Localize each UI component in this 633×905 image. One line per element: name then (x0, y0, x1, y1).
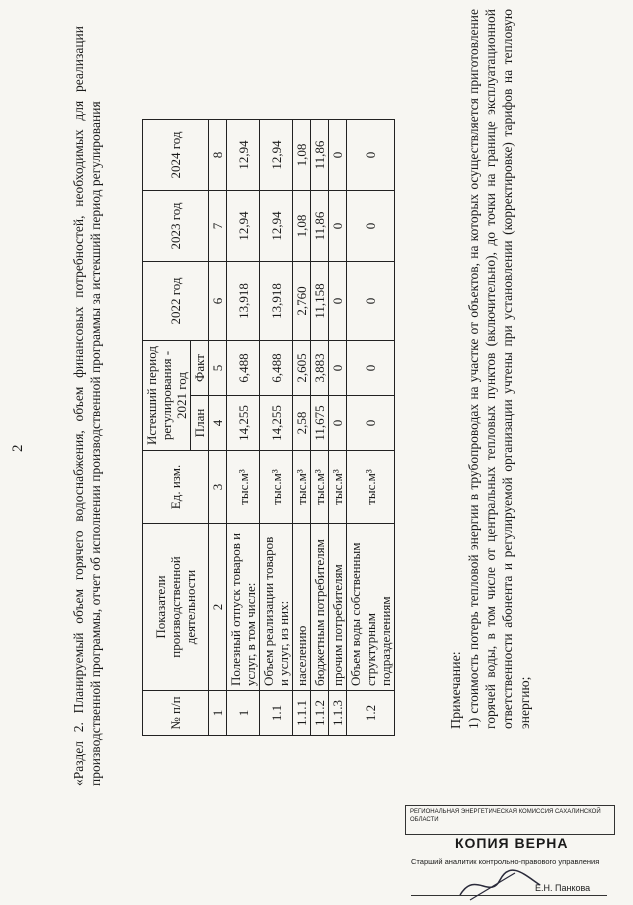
row-2022: 0 (347, 262, 395, 341)
row-2023: 0 (347, 191, 395, 262)
row-unit: тыс.м³ (260, 451, 293, 524)
col-number: 4 (209, 396, 227, 451)
row-2023: 11,86 (311, 191, 329, 262)
note-title: Примечание: (449, 651, 464, 729)
row-name: бюджетным потребителям (311, 524, 329, 691)
row-no: 1.1 (260, 691, 293, 736)
row-2022: 13,918 (260, 262, 293, 341)
col-number: 8 (209, 120, 227, 191)
stamp-copy-label: КОПИЯ ВЕРНА (455, 835, 569, 851)
header-fact: Факт (191, 341, 209, 396)
row-name: Объем реализации товаров и услуг, из них: (260, 524, 293, 691)
row-unit: тыс.м³ (293, 451, 311, 524)
row-2024: 1,08 (293, 120, 311, 191)
section-heading: «Раздел 2. Планируемый объем горячего водоснабжения, объем финансовых потребностей, необходимых для реализации производственной программы, отчет об исполнении производственной программы за истекший период регулирования (71, 26, 103, 786)
col-number: 5 (209, 341, 227, 396)
row-2024: 12,94 (260, 120, 293, 191)
row-plan: 0 (347, 396, 395, 451)
table-row (347, 120, 395, 736)
row-2024: 0 (329, 120, 347, 191)
row-fact: 6,488 (260, 341, 293, 396)
header-plan: План (191, 396, 209, 451)
col-number: 3 (209, 451, 227, 524)
row-fact: 3,883 (311, 341, 329, 396)
row-2024: 0 (347, 120, 395, 191)
row-unit: тыс.м³ (347, 451, 395, 524)
header-indicator: Показатели производственной деятельности (143, 524, 209, 691)
header-2024: 2024 год (143, 120, 209, 191)
row-fact: 0 (329, 341, 347, 396)
note-block (448, 9, 533, 729)
row-2022: 11,158 (311, 262, 329, 341)
table-row (329, 120, 347, 736)
col-number: 6 (209, 262, 227, 341)
row-2023: 12,94 (227, 191, 260, 262)
row-name: Объем воды собственным структурным подразделениям (347, 524, 395, 691)
row-no: 1.2 (347, 691, 395, 736)
header-unit: Ед. изм. (143, 451, 209, 524)
row-no: 1.1.2 (311, 691, 329, 736)
header-2023: 2023 год (143, 191, 209, 262)
row-no: 1 (227, 691, 260, 736)
header-2022: 2022 год (143, 262, 209, 341)
certification-stamp (405, 805, 617, 905)
row-unit: тыс.м³ (227, 451, 260, 524)
production-table (142, 119, 395, 736)
row-2022: 13,918 (227, 262, 260, 341)
header-period: Истекший период регулирования - 2021 год (143, 341, 191, 451)
col-number: 7 (209, 191, 227, 262)
col-number: 1 (209, 691, 227, 736)
row-no: 1.1.3 (329, 691, 347, 736)
row-fact: 0 (347, 341, 395, 396)
row-unit: тыс.м³ (329, 451, 347, 524)
stamp-name: Е.Н. Панкова (535, 883, 591, 893)
row-plan: 2,58 (293, 396, 311, 451)
table-row (311, 120, 329, 736)
row-name: Полезный отпуск товаров и услуг, в том числе: (227, 524, 260, 691)
row-plan: 14,255 (227, 396, 260, 451)
header-no: № п/п (143, 691, 209, 736)
note-text: 1) стоимость потерь тепловой энергии в трубопроводах на участке от объектов, на которых осуществляется приготовление горячей воды, в том числе от центральных тепловых пунктов (включительно), до точки на границе эксплуатационной ответственности абонента и регулируемой организации учтены при установлении (корректировке) тарифов на тепловую энергию; (466, 9, 532, 729)
table-row (227, 120, 260, 736)
row-no: 1.1.1 (293, 691, 311, 736)
stamp-position: Старший аналитик контрольно-правового управления (411, 857, 600, 866)
row-2023: 12,94 (260, 191, 293, 262)
row-2023: 1,08 (293, 191, 311, 262)
row-2024: 12,94 (227, 120, 260, 191)
page-number: 2 (10, 444, 26, 452)
row-plan: 0 (329, 396, 347, 451)
row-plan: 11,675 (311, 396, 329, 451)
table-row (293, 120, 311, 736)
row-2022: 2,760 (293, 262, 311, 341)
row-name: населению (293, 524, 311, 691)
row-name: прочим потребителям (329, 524, 347, 691)
row-2022: 0 (329, 262, 347, 341)
stamp-agency: РЕГИОНАЛЬНАЯ ЭНЕРГЕТИЧЕСКАЯ КОМИССИЯ САХАЛИНСКОЙ ОБЛАСТИ (405, 805, 615, 835)
row-plan: 14,255 (260, 396, 293, 451)
row-2023: 0 (329, 191, 347, 262)
row-fact: 6,488 (227, 341, 260, 396)
table-row (260, 120, 293, 736)
row-fact: 2,605 (293, 341, 311, 396)
col-number: 2 (209, 524, 227, 691)
row-2024: 11,86 (311, 120, 329, 191)
row-unit: тыс.м³ (311, 451, 329, 524)
signature-icon (455, 865, 545, 905)
